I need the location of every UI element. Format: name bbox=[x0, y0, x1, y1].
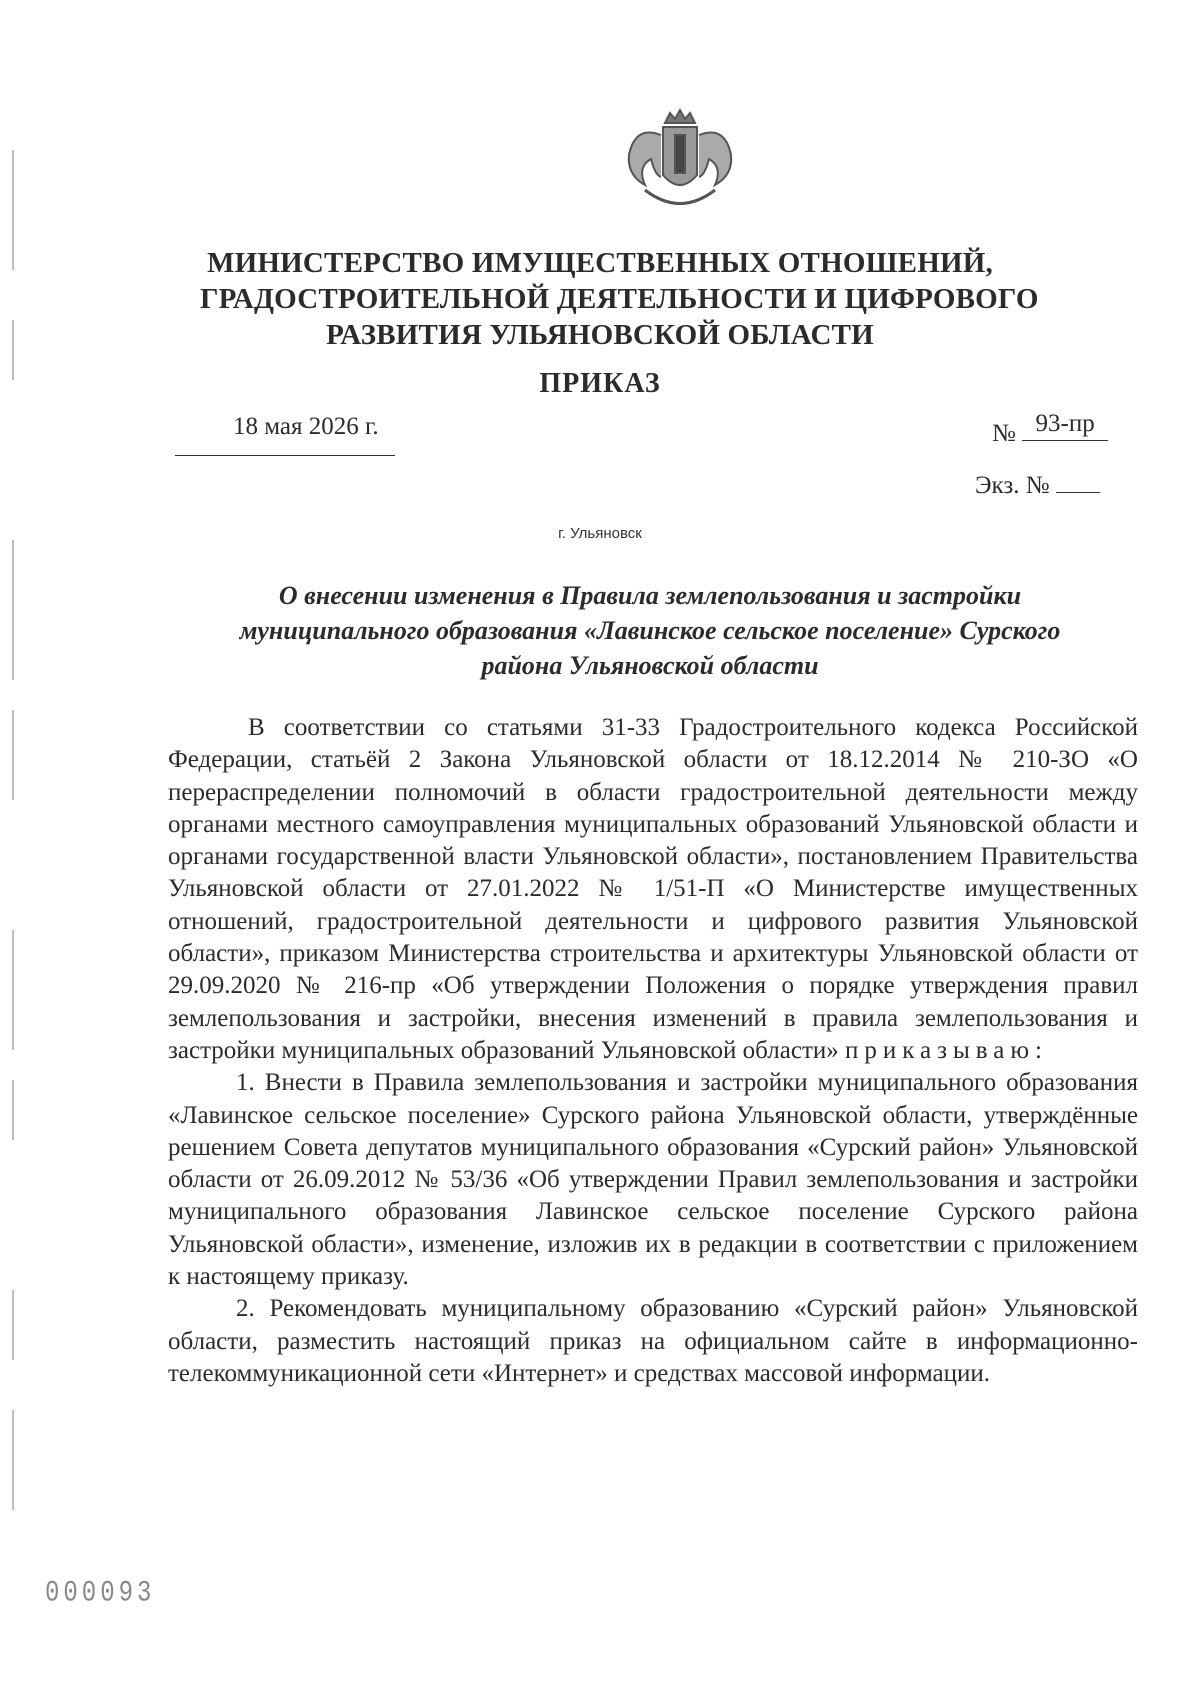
city: г. Ульяновск bbox=[558, 525, 642, 542]
number-value: 93-пр bbox=[1022, 410, 1108, 441]
order-date: 18 мая 2026 г. bbox=[233, 413, 379, 440]
number-label: № bbox=[992, 420, 1016, 447]
subject-line-1: О внесении изменения в Правила землепользования и застройки bbox=[278, 581, 1022, 610]
order-item-1: 1. Внести в Правила землепользования и застройки муниципального образования «Лавинское сельское поселение» Сурского района Ульяновской области, утверждённые решением Совета депутатов муниципального образования «Сурский район» Ульяновской области от 26.09.2012 № 53/36 «Об утверждении Правил землепользования и застройки муниципального образования Лавинское сельское поселение Сурского района Ульяновской области», изменение, изложив их в редакции в соответствии с приложением к настоящему приказу. bbox=[168, 1069, 1138, 1291]
order-body bbox=[168, 712, 1138, 1390]
ministry-line-3: РАЗВИТИЯ УЛЬЯНОВСКОЙ ОБЛАСТИ bbox=[326, 319, 874, 351]
scan-margin-marks bbox=[8, 150, 24, 1600]
ministry-name bbox=[200, 245, 1039, 353]
order-word: приказываю: bbox=[845, 1036, 1049, 1064]
preamble-text: В соответствии со статьями 31-33 Градостроительного кодекса Российской Федерации, статьёй 2 Закона Ульяновской области от 18.12.2014 № 210-ЗО «О перераспределении полномочий в области градостроительной деятельности между органами местного самоуправления муниципальных образований Ульяновской области и органами государственной власти Ульяновской области», постановлением Правительства Ульяновской области от 27.01.2022 № 1/51-П «О Министерстве имущественных отношений, градостроительной деятельности и цифрового развития Ульяновской области», приказом Министерства строительства и архитектуры Ульяновской области от 29.09.2020 № 216-пр «Об утверждении Положения о порядке утверждения правил землепользования и застройки, внесения изменений в правила землепользования и застройки муниципальных образований Ульяновской области» bbox=[168, 714, 1138, 1064]
subject-line-2: муниципального образования «Лавинское сельское поселение» Сурского bbox=[239, 616, 1061, 645]
copy-number bbox=[975, 472, 1100, 500]
document-type-title: ПРИКАЗ bbox=[539, 368, 661, 399]
ulyanovsk-coat-of-arms-icon bbox=[615, 105, 745, 220]
copy-number-blank bbox=[1056, 474, 1100, 493]
copy-label: Экз. № bbox=[975, 472, 1050, 499]
subject-line-3: района Ульяновской области bbox=[481, 651, 819, 680]
date-underline bbox=[175, 455, 395, 456]
preamble-paragraph bbox=[168, 712, 1138, 1067]
order-item-2: 2. Рекомендовать муниципальному образованию «Сурский район» Ульяновской области, разместить настоящий приказ на официальном сайте в информационно-телекоммуникационной сети «Интернет» и средствах массовой информации. bbox=[168, 1295, 1138, 1387]
order-number bbox=[992, 410, 1108, 451]
ministry-line-1: МИНИСТЕРСТВО ИМУЩЕСТВЕННЫХ ОТНОШЕНИЙ, bbox=[207, 247, 993, 279]
order-subject bbox=[160, 578, 1140, 683]
page-number-stamp: 000093 bbox=[45, 1576, 156, 1611]
ministry-line-2: ГРАДОСТРОИТЕЛЬНОЙ ДЕЯТЕЛЬНОСТИ И ЦИФРОВОГО bbox=[200, 283, 1039, 315]
